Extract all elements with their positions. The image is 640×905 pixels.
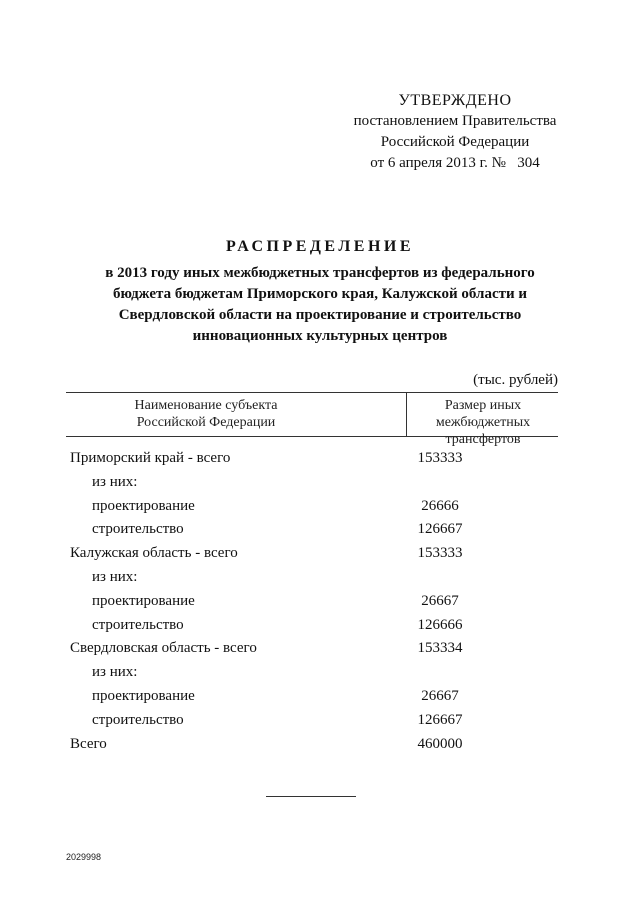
row-value: 153334	[417, 640, 463, 657]
table-row	[0, 593, 640, 617]
table-row	[0, 569, 640, 593]
table-row-total	[0, 736, 640, 760]
column-header-name	[66, 397, 346, 431]
column-header-size-line-1: Размер иных межбюджетных	[435, 398, 531, 430]
document-subtitle	[70, 263, 570, 347]
row-label: строительство	[92, 521, 184, 538]
row-label: Калужская область - всего	[70, 545, 238, 562]
row-label: Свердловская область - всего	[70, 640, 257, 657]
row-label: Приморский край - всего	[70, 450, 231, 466]
row-label: из них:	[92, 664, 138, 681]
column-header-size	[408, 397, 558, 448]
approval-line-2: Российской Федерации	[380, 134, 530, 150]
document-number: 2029998	[66, 852, 102, 862]
row-value: 153333	[417, 450, 463, 466]
column-header-name-line-1: Наименование субъекта	[134, 398, 278, 413]
approval-block	[340, 90, 570, 174]
closing-divider	[266, 796, 356, 797]
row-label: проектирование	[92, 592, 195, 609]
column-header-size-line-2: трансфертов	[445, 432, 521, 447]
subtitle-line-4: инновационных культурных центров	[192, 328, 448, 344]
document-title: РАСПРЕДЕЛЕНИЕ	[225, 238, 415, 255]
row-value: 26667	[421, 592, 459, 609]
table-row	[0, 640, 640, 664]
table-row	[0, 545, 640, 569]
table-row	[0, 474, 640, 498]
column-header-name-line-2: Российской Федерации	[136, 415, 276, 430]
row-label: проектирование	[92, 687, 195, 704]
table-header	[66, 392, 558, 447]
table-row	[0, 664, 640, 688]
table-body	[0, 450, 640, 759]
table-row	[0, 712, 640, 736]
row-label: строительство	[92, 616, 184, 633]
approval-heading: УТВЕРЖДЕНО	[398, 92, 512, 109]
approval-line-3: от 6 апреля 2013 г. № 304	[370, 155, 540, 171]
row-value: 126667	[417, 711, 463, 728]
subtitle-line-3: Свердловской области на проектирование и строительство	[118, 307, 522, 323]
row-value: 153333	[417, 545, 463, 562]
row-value: 26667	[421, 687, 459, 704]
row-label: строительство	[92, 711, 184, 728]
row-label: из них:	[92, 568, 138, 585]
table-row	[0, 450, 640, 474]
table-row	[0, 521, 640, 545]
table-row	[0, 688, 640, 712]
table-row	[0, 498, 640, 522]
row-value: 126666	[417, 616, 463, 633]
subtitle-line-1: в 2013 году иных межбюджетных трансфертов из федерального	[105, 265, 535, 281]
row-label: проектирование	[92, 497, 195, 514]
approval-line-1: постановлением Правительства	[353, 113, 557, 129]
subtitle-line-2: бюджета бюджетам Приморского края, Калужской области и	[112, 286, 528, 302]
row-value: 126667	[417, 521, 463, 538]
row-label: Всего	[70, 735, 107, 752]
column-divider	[406, 393, 407, 436]
table-row	[0, 617, 640, 641]
row-value: 26666	[421, 497, 459, 514]
row-value: 460000	[417, 735, 463, 752]
row-label: из них:	[92, 473, 138, 490]
units-label: (тыс. рублей)	[473, 372, 558, 388]
